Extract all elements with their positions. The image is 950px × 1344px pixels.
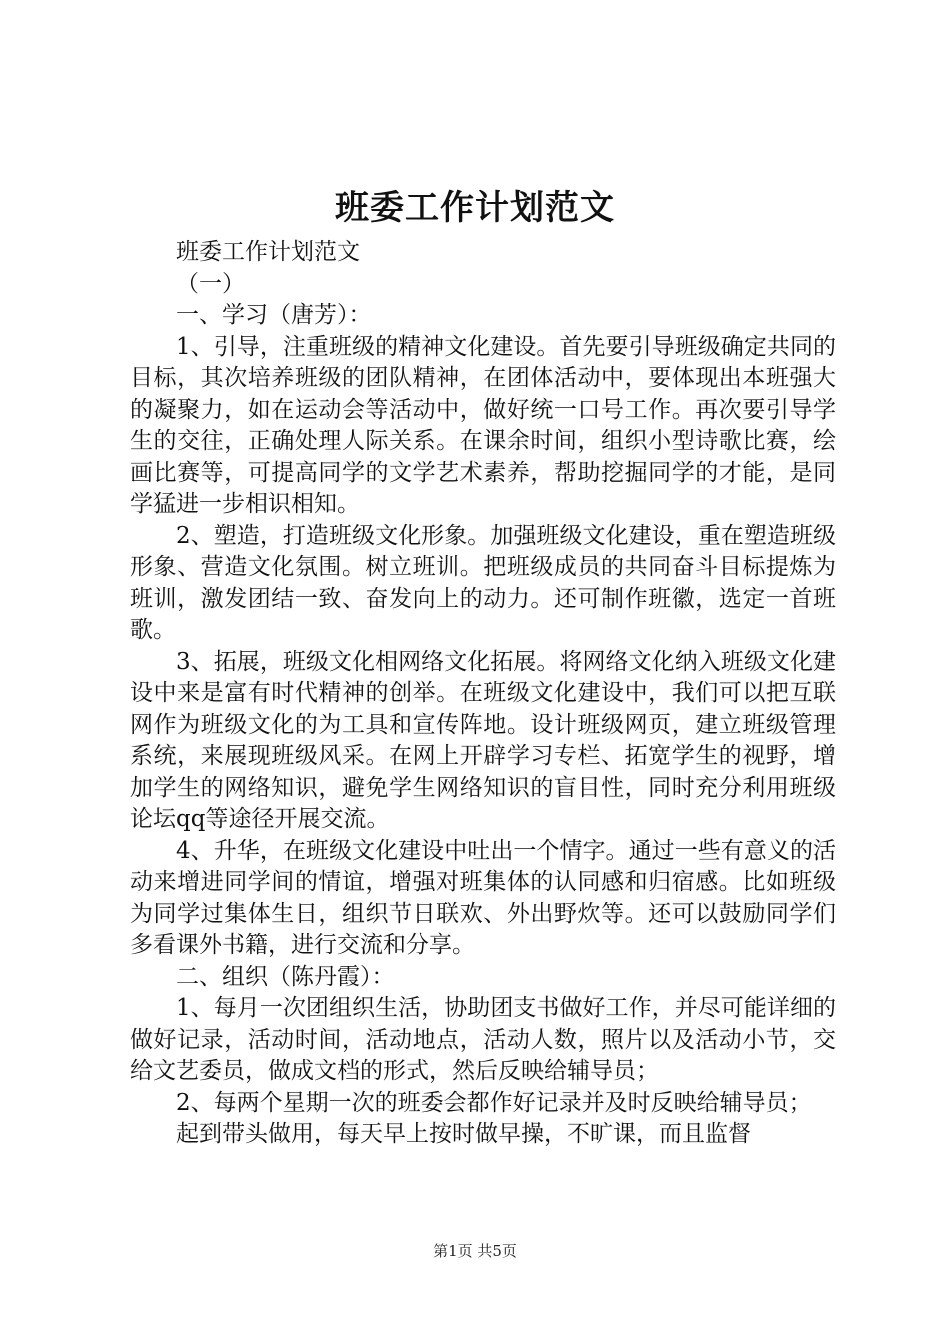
document-body	[130, 237, 836, 1151]
paragraph-study-4: 4、升华，在班级文化建设中吐出一个情字。通过一些有意义的活动来增进同学间的情谊，增强对班集体的认同感和归宿感。比如班级为同学过集体生日，组织节日联欢、外出野炊等。还可以鼓励同学们多看课外书籍，进行交流和分享。	[130, 837, 836, 958]
paragraph-section-number: （一）	[176, 270, 245, 297]
heading-organization: 二、组织（陈丹霞）：	[176, 963, 395, 990]
paragraph-study-2: 2、塑造，打造班级文化形象。加强班级文化建设，重在塑造班级形象、营造文化氛围。树立班训。把班级成员的共同奋斗目标提炼为班训，激发团结一致、奋发向上的动力。还可制作班徽，选定一首班歌。	[130, 522, 836, 643]
page-footer: 第1页 共5页	[433, 1242, 517, 1260]
paragraph-organization-1: 1、每月一次团组织生活，协助团支书做好工作，并尽可能详细的做好记录，活动时间，活动地点，活动人数，照片以及活动小节，交给文艺委员，做成文档的形式，然后反映给辅导员；	[130, 995, 836, 1084]
paragraph-study-1: 1、引导，注重班级的精神文化建设。首先要引导班级确定共同的目标，其次培养班级的团队精神，在团体活动中，要体现出本班强大的凝聚力，如在运动会等活动中，做好统一口号工作。再次要引导学生的交往，正确处理人际关系。在课余时间，组织小型诗歌比赛，绘画比赛等，可提高同学的文学艺术素养，帮助挖掘同学的才能，是同学猛进一步相识相知。	[130, 333, 836, 517]
paragraph-organization-2: 2、每两个星期一次的班委会都作好记录并及时反映给辅导员；	[176, 1089, 812, 1116]
document-title: 班委工作计划范文	[335, 188, 615, 228]
paragraph-subtitle: 班委工作计划范文	[176, 239, 360, 265]
paragraph-organization-3: 起到带头做用，每天早上按时做早操，不旷课，而且监督	[176, 1121, 751, 1147]
paragraph-study-3: 3、拓展，班级文化相网络文化拓展。将网络文化纳入班级文化建设中来是富有时代精神的创举。在班级文化建设中，我们可以把互联网作为班级文化的为工具和宣传阵地。设计班级网页，建立班级管理系统，来展现班级风采。在网上开辟学习专栏、拓宽学生的视野，增加学生的网络知识，避免学生网络知识的盲目性，同时充分利用班级论坛qq等途径开展交流。	[130, 648, 836, 832]
heading-study: 一、学习（唐芳）：	[176, 302, 372, 328]
